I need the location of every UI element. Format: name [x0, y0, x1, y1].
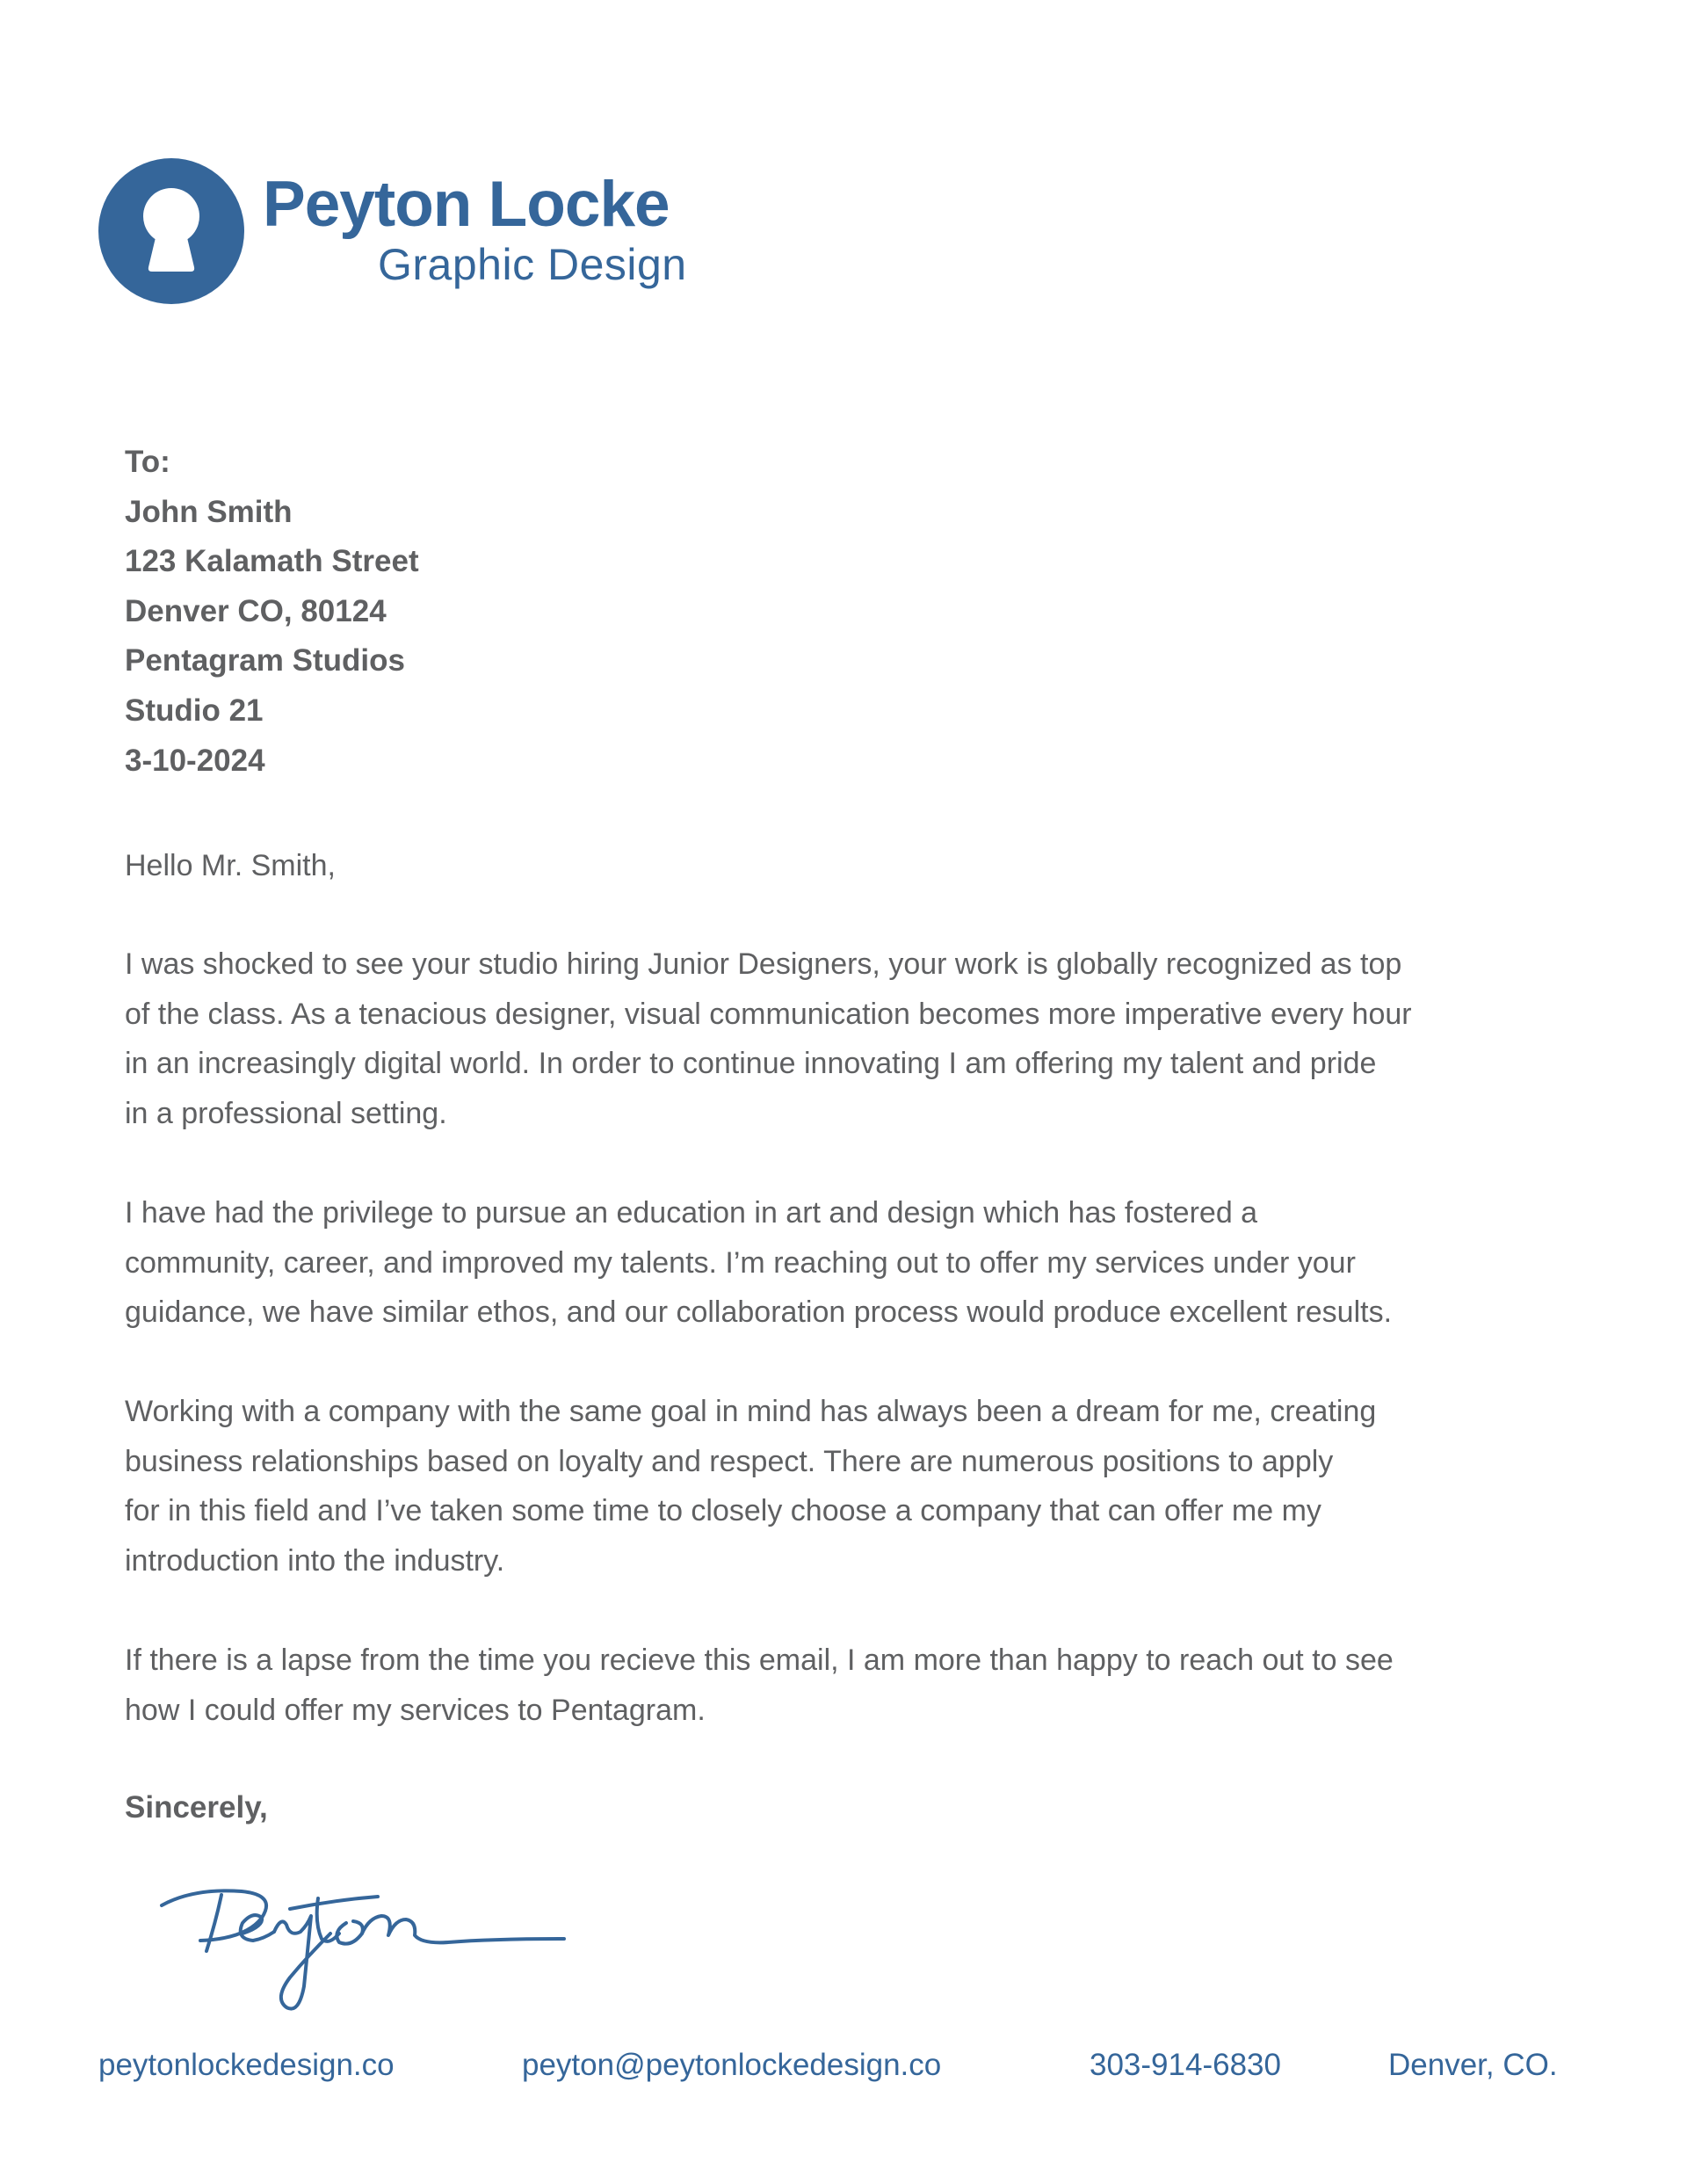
paragraph-line: in an increasingly digital world. In order to continue innovating I am offering my talent and pride [125, 1047, 1377, 1081]
recipient-suite: Studio 21 [125, 693, 264, 728]
letter-date: 3-10-2024 [125, 743, 265, 778]
brand-name: Peyton Locke [263, 169, 670, 240]
recipient-name: John Smith [125, 494, 293, 529]
footer-website-link[interactable]: peytonlockedesign.co [98, 2048, 395, 2082]
paragraph-line: for in this field and I’ve taken some time to closely choose a company that can offer me my [125, 1494, 1321, 1528]
recipient-block [125, 438, 419, 786]
body-paragraph-3 [125, 1387, 1583, 1585]
paragraph-line: Working with a company with the same goal in mind has always been a dream for me, creating [125, 1395, 1377, 1428]
salutation: Hello Mr. Smith, [125, 849, 336, 882]
paragraph-line: how I could offer my services to Pentagram. [125, 1693, 706, 1727]
footer-location: Denver, CO. [1388, 2048, 1558, 2082]
footer-phone[interactable]: 303-914-6830 [1090, 2048, 1281, 2082]
paragraph-line: introduction into the industry. [125, 1543, 505, 1578]
body-paragraph-4 [125, 1636, 1583, 1735]
body-paragraph-1 [125, 940, 1583, 1138]
keyhole-icon [98, 158, 244, 304]
recipient-company: Pentagram Studios [125, 643, 405, 678]
paragraph-line: of the class. As a tenacious designer, visual communication becomes more imperative every hour [125, 997, 1412, 1031]
handwritten-signature [158, 1881, 571, 2039]
recipient-label: To: [125, 445, 170, 479]
body-paragraph-2 [125, 1188, 1583, 1338]
letterhead [98, 158, 713, 308]
recipient-city: Denver CO, 80124 [125, 593, 387, 628]
paragraph-line: business relationships based on loyalty and respect. There are numerous positions to apply [125, 1444, 1334, 1478]
paragraph-line: I have had the privilege to pursue an education in art and design which has fostered a [125, 1196, 1258, 1230]
recipient-street: 123 Kalamath Street [125, 544, 419, 579]
paragraph-line: If there is a lapse from the time you recieve this email, I am more than happy to reach out to see [125, 1643, 1394, 1677]
brand-tagline: Graphic Design [378, 240, 687, 289]
paragraph-line: guidance, we have similar ethos, and our collaboration process would produce excellent results. [125, 1295, 1393, 1330]
footer-email-link[interactable]: peyton@peytonlockedesign.co [522, 2048, 942, 2082]
paragraph-line: community, career, and improved my talents. I’m reaching out to offer my services under your [125, 1245, 1356, 1280]
paragraph-line: I was shocked to see your studio hiring Junior Designers, your work is globally recognized as top [125, 947, 1402, 981]
closing: Sincerely, [125, 1790, 268, 1825]
paragraph-line: in a professional setting. [125, 1096, 447, 1130]
